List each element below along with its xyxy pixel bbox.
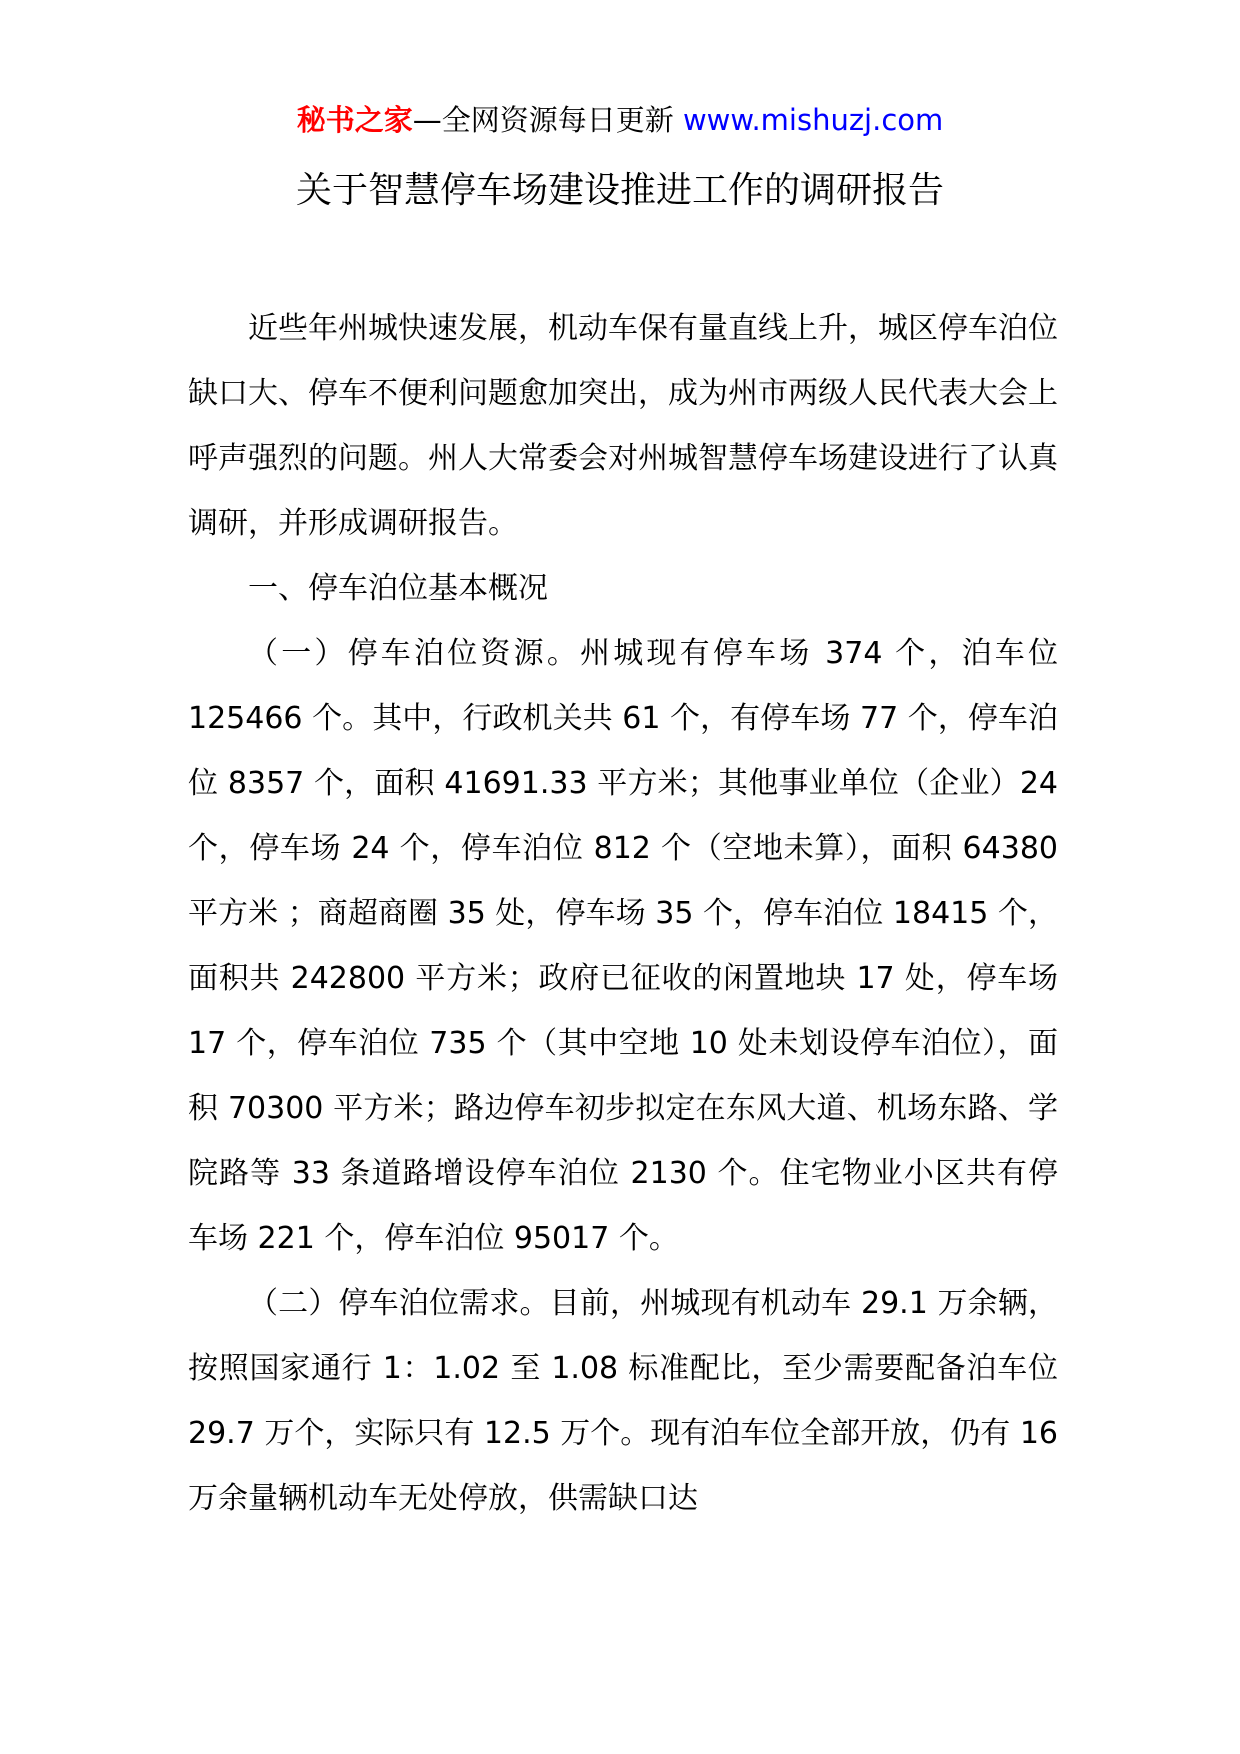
site-url-link[interactable]: www.mishuzj.com — [682, 103, 944, 137]
document-title: 关于智慧停车场建设推进工作的调研报告 — [295, 170, 944, 211]
document-body — [188, 296, 1058, 1531]
header-tagline: —全网资源每日更新 — [412, 103, 683, 137]
intro-paragraph: 近些年州城快速发展，机动车保有量直线上升，城区停车泊位缺口大、停车不便利问题愈加突出，成为州市两级人民代表大会上呼声强烈的问题。州人大常委会对州城智慧停车场建设进行了认真调研，并形成调研报告。 — [188, 311, 1058, 541]
parking-demand-paragraph: （二）停车泊位需求。目前，州城现有机动车 29.1 万余辆，按照国家通行 1：1.02 至 1.08 标准配比，至少需要配备泊车位 29.7 万个，实际只有 12.5 万个。现有泊车位全部开放，仍有 16 万余量辆机动车无处停放，供需缺口达 — [188, 1286, 1058, 1516]
site-header — [0, 100, 1240, 140]
brand-name: 秘书之家 — [296, 103, 413, 137]
section-heading: 一、停车泊位基本概况 — [248, 571, 548, 606]
parking-resources-paragraph: （一）停车泊位资源。州城现有停车场 374 个，泊车位 125466 个。其中，行政机关共 61 个，有停车场 77 个，停车泊位 8357 个，面积 41691.33 平方米；其他事业单位（企业）24 个，停车场 24 个，停车泊位 812 个（空地未算），面积 64380 平方米 ；商超商圈 35 处，停车场 35 个，停车泊位 18415 个，面积共 242800 平方米；政府已征收的闲置地块 17 处，停车场 17 个，停车泊位 735 个（其中空地 10 处未划设停车泊位），面积 70300 平方米；路边停车初步拟定在东风大道、机场东路、学院路等 33 条道路增设停车泊位 2130 个。住宅物业小区共有停车场 221 个，停车泊位 95017 个。 — [188, 636, 1058, 1256]
